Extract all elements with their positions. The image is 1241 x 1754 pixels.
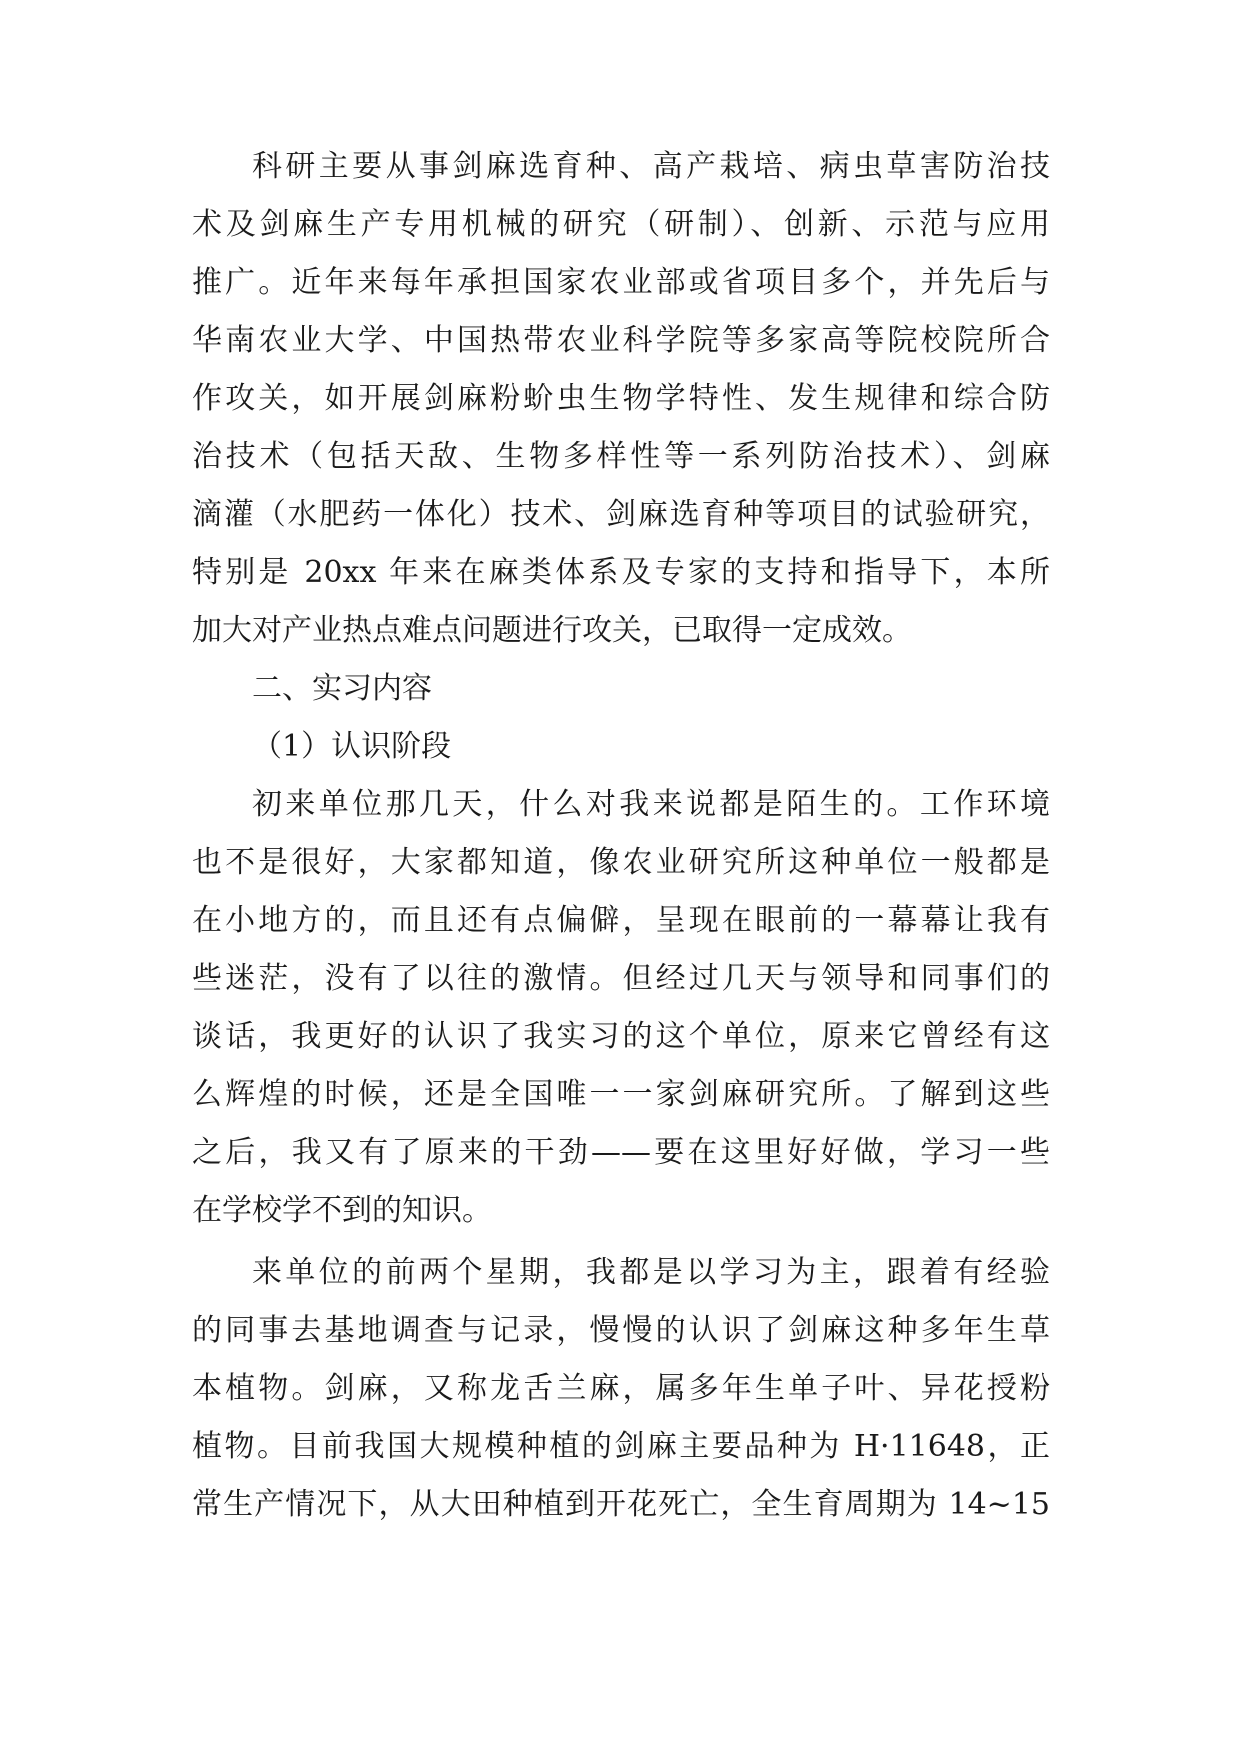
text-line: 术及剑麻生产专用机械的研究（研制）、创新、示范与应用 [192, 207, 1050, 242]
text-line: 植物。目前我国大规模种植的剑麻主要品种为 H·11648，正 [192, 1429, 1050, 1464]
text-line: 作攻关，如开展剑麻粉蚧虫生物学特性、发生规律和综合防 [192, 381, 1050, 416]
text-line: 初来单位那几天，什么对我来说都是陌生的。工作环境 [252, 787, 1050, 822]
text-line: 常生产情况下，从大田种植到开花死亡，全生育周期为 14~15 [192, 1487, 1050, 1522]
text-line: 特别是 20xx 年来在麻类体系及专家的支持和指导下，本所 [192, 555, 1050, 590]
text-line: 在学校学不到的知识。 [192, 1193, 492, 1228]
text-line: 谈话，我更好的认识了我实习的这个单位，原来它曾经有这 [192, 1019, 1050, 1054]
subsection-heading: （1）认识阶段 [252, 729, 452, 764]
text-line: 之后，我又有了原来的干劲——要在这里好好做，学习一些 [192, 1135, 1050, 1170]
text-line: 在小地方的，而且还有点偏僻，呈现在眼前的一幕幕让我有 [192, 903, 1050, 938]
text-line: 来单位的前两个星期，我都是以学习为主，跟着有经验 [252, 1255, 1050, 1290]
text-line: 也不是很好，大家都知道，像农业研究所这种单位一般都是 [192, 845, 1050, 880]
text-line: 么辉煌的时候，还是全国唯一一家剑麻研究所。了解到这些 [192, 1077, 1050, 1112]
text-line: 的同事去基地调查与记录，慢慢的认识了剑麻这种多年生草 [192, 1313, 1050, 1348]
text-line: 治技术（包括天敌、生物多样性等一系列防治技术）、剑麻 [192, 439, 1050, 474]
text-line: 科研主要从事剑麻选育种、高产栽培、病虫草害防治技 [252, 149, 1050, 184]
text-line: 些迷茫，没有了以往的激情。但经过几天与领导和同事们的 [192, 961, 1050, 996]
text-line: 华南农业大学、中国热带农业科学院等多家高等院校院所合 [192, 323, 1050, 358]
section-heading: 二、实习内容 [252, 671, 432, 706]
text-line: 滴灌（水肥药一体化）技术、剑麻选育种等项目的试验研究， [192, 497, 1050, 532]
text-line: 本植物。剑麻，又称龙舌兰麻，属多年生单子叶、异花授粉 [192, 1371, 1050, 1406]
text-line: 加大对产业热点难点问题进行攻关，已取得一定成效。 [192, 613, 912, 648]
text-line: 推广。近年来每年承担国家农业部或省项目多个，并先后与 [192, 265, 1050, 300]
